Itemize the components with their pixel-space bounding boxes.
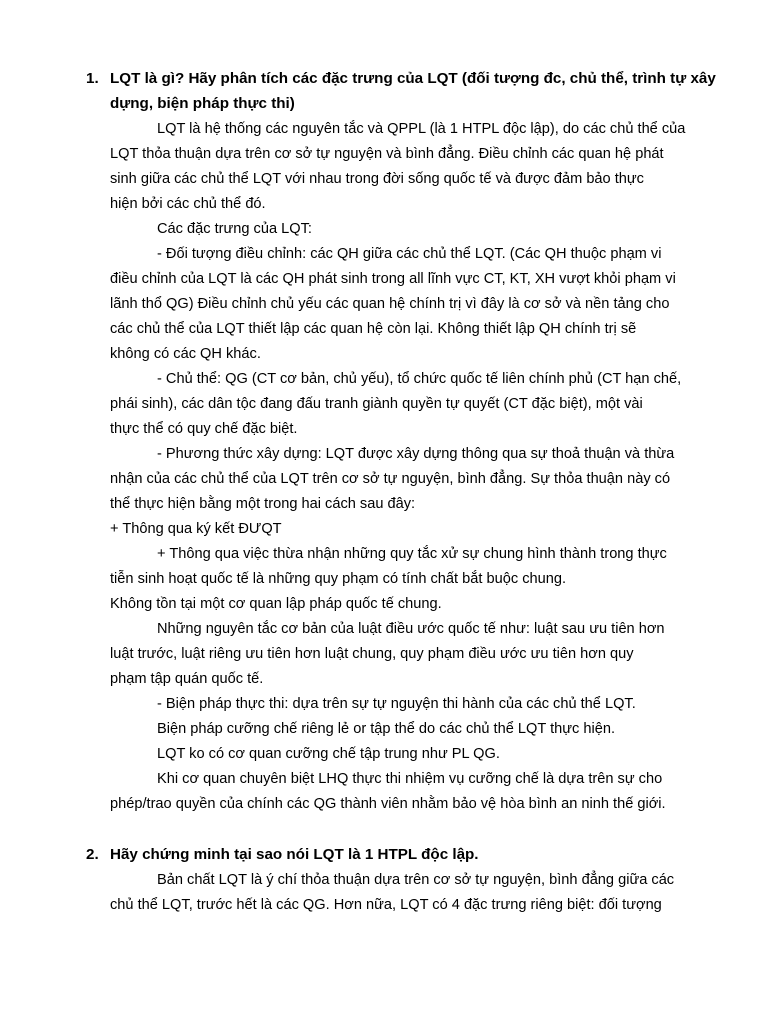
paragraph-line: + Thông qua việc thừa nhận những quy tắc xử sự chung hình thành trong thực [157, 546, 667, 562]
section-1-title-line-1: LQT là gì? Hãy phân tích các đặc trưng của LQT (đối tượng đc, chủ thể, trình tự xây [110, 70, 716, 87]
paragraph-line: điều chỉnh của LQT là các QH phát sinh trong all lĩnh vực CT, KT, XH vượt khỏi phạm vi [110, 271, 676, 287]
paragraph-line: chủ thể LQT, trước hết là các QG. Hơn nữa, LQT có 4 đặc trưng riêng biệt: đối tượng [110, 897, 662, 913]
paragraph-line: các chủ thể của LQT thiết lập các quan hệ còn lại. Không thiết lập QH chính trị sẽ [110, 321, 637, 337]
paragraph-line: không có các QH khác. [110, 346, 261, 362]
paragraph-line: hiện bởi các chủ thể đó. [110, 196, 266, 212]
paragraph-line: LQT ko có cơ quan cưỡng chế tập trung như PL QG. [157, 746, 500, 762]
paragraph-line: - Phương thức xây dựng: LQT được xây dựng thông qua sự thoả thuận và thừa [157, 446, 675, 462]
paragraph-line: tiễn sinh hoạt quốc tế là những quy phạm có tính chất bắt buộc chung. [110, 571, 567, 587]
paragraph-line: Biện pháp cưỡng chế riêng lẻ or tập thể do các chủ thể LQT thực hiện. [157, 721, 616, 737]
paragraph-line: - Đối tượng điều chỉnh: các QH giữa các chủ thể LQT. (Các QH thuộc phạm vi [157, 246, 662, 262]
paragraph-line: phái sinh), các dân tộc đang đấu tranh giành quyền tự quyết (CT đặc biệt), một vài [110, 396, 643, 412]
section-1-title-line-2: dựng, biện pháp thực thi) [110, 95, 295, 112]
paragraph-line: thực thể có quy chế đặc biệt. [110, 421, 298, 437]
paragraph-line: lãnh thổ QG) Điều chỉnh chủ yếu các quan hệ chính trị vì đây là cơ sở và nền tảng cho [110, 296, 670, 312]
section-2-title: Hãy chứng minh tại sao nói LQT là 1 HTPL độc lập. [110, 846, 479, 863]
paragraph-line: sinh giữa các chủ thể LQT với nhau trong đời sống quốc tế và được đảm bảo thực [110, 171, 644, 187]
paragraph-line: Khi cơ quan chuyên biệt LHQ thực thi nhiệm vụ cưỡng chế là dựa trên sự cho [157, 771, 663, 787]
paragraph-line: + Thông qua ký kết ĐƯQT [110, 521, 282, 537]
paragraph-line: LQT là hệ thống các nguyên tắc và QPPL (là 1 HTPL độc lập), do các chủ thể của [157, 121, 686, 137]
paragraph-line: - Chủ thể: QG (CT cơ bản, chủ yếu), tổ chức quốc tế liên chính phủ (CT hạn chế, [157, 371, 682, 387]
paragraph-line: luật trước, luật riêng ưu tiên hơn luật chung, quy phạm điều ước ưu tiên hơn quy [110, 646, 634, 662]
paragraph-line: LQT thỏa thuận dựa trên cơ sở tự nguyện và bình đẳng. Điều chỉnh các quan hệ phát [110, 146, 664, 162]
paragraph-line: Những nguyên tắc cơ bản của luật điều ước quốc tế như: luật sau ưu tiên hơn [157, 621, 665, 637]
paragraph-line: phép/trao quyền của chính các QG thành viên nhằm bảo vệ hòa bình an ninh thế giới. [110, 796, 666, 812]
section-2-number: 2. [86, 846, 99, 863]
paragraph-line: Bản chất LQT là ý chí thỏa thuận dựa trên cơ sở tự nguyện, bình đẳng giữa các [157, 872, 675, 888]
paragraph-line: phạm tập quán quốc tế. [110, 671, 264, 687]
section-1-number: 1. [86, 70, 99, 87]
paragraph-line: thể thực hiện bằng một trong hai cách sau đây: [110, 496, 416, 512]
paragraph-line: nhận của các chủ thể của LQT trên cơ sở tự nguyện, bình đẳng. Sự thỏa thuận này có [110, 471, 671, 487]
paragraph-line: - Biện pháp thực thi: dựa trên sự tự nguyện thi hành của các chủ thể LQT. [157, 696, 636, 712]
paragraph-line: Các đặc trưng của LQT: [157, 221, 312, 237]
paragraph-line: Không tồn tại một cơ quan lập pháp quốc tế chung. [110, 596, 442, 612]
